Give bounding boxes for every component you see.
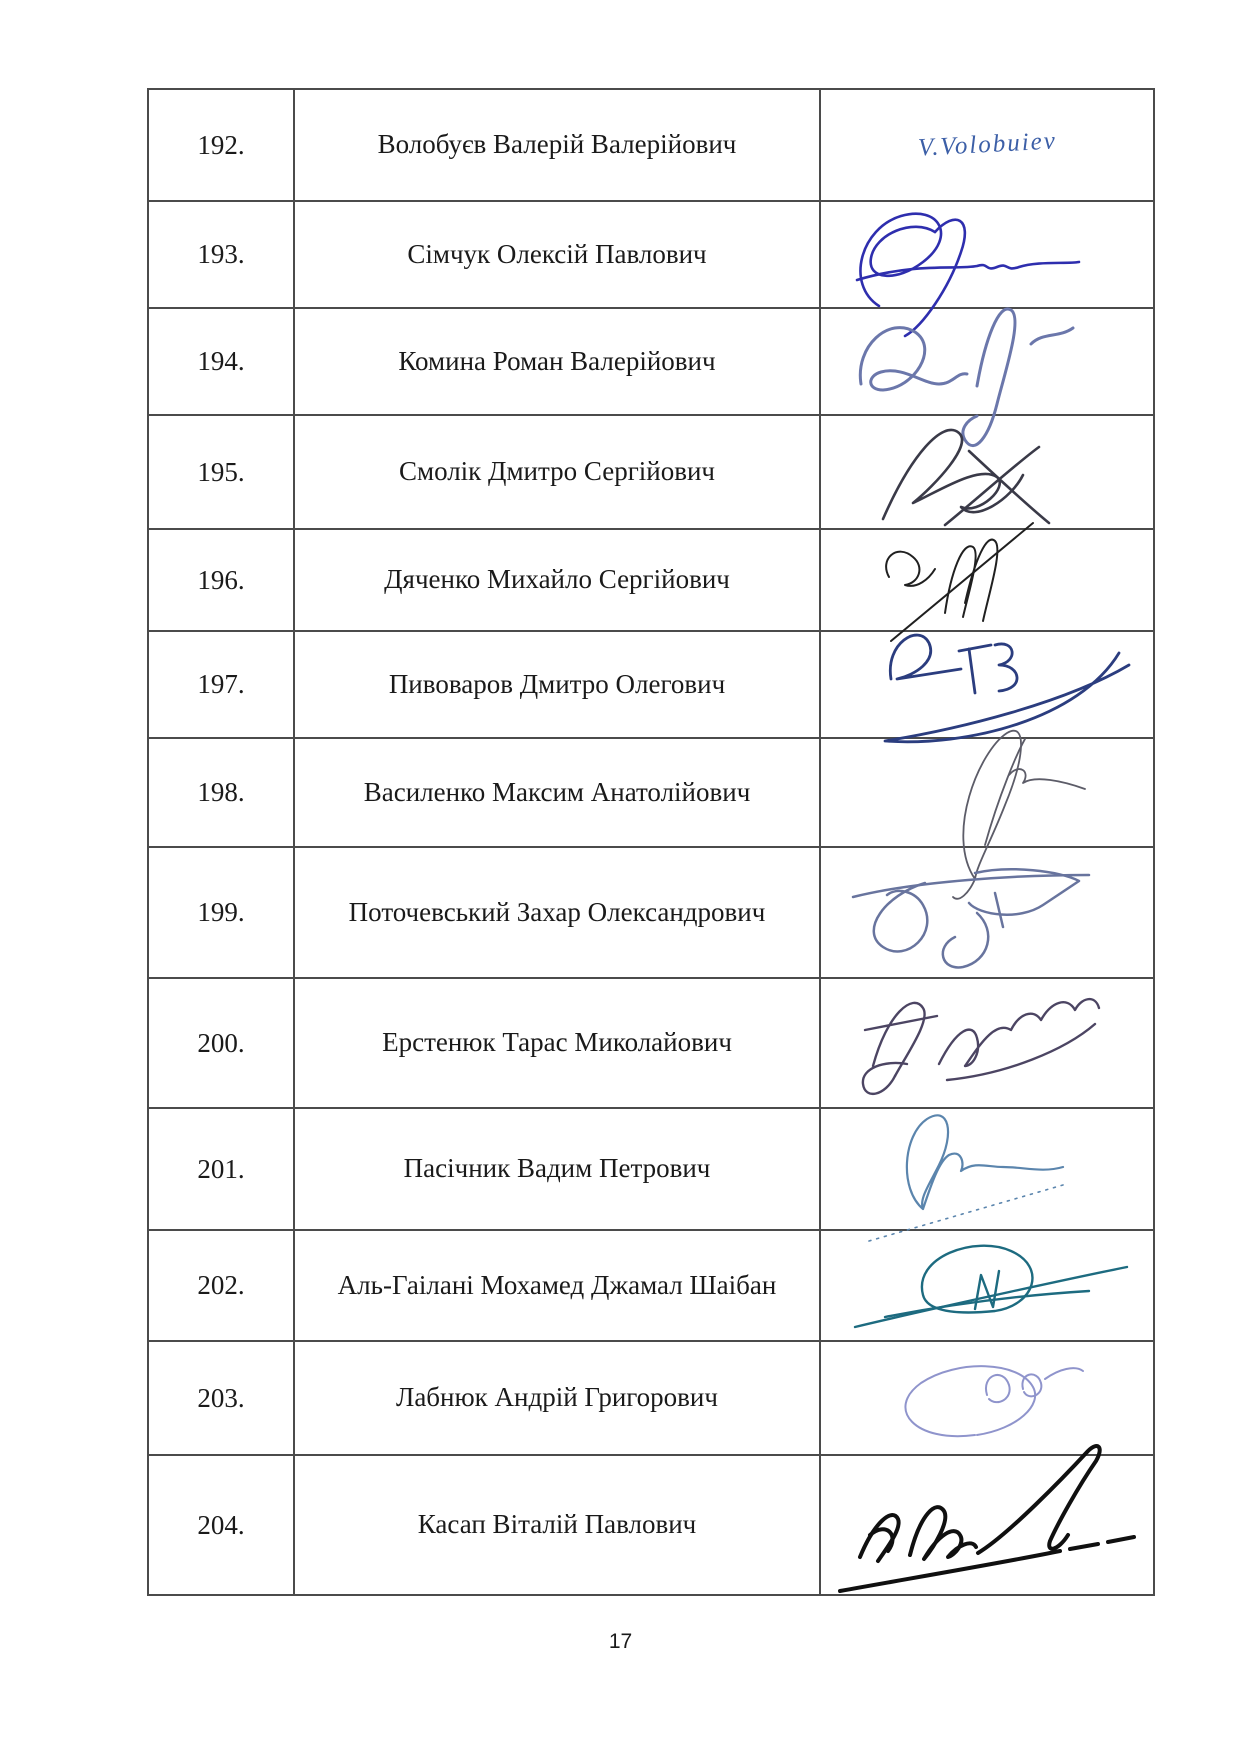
row-number: 196.: [149, 530, 295, 630]
table-row: [149, 90, 1153, 202]
row-number: 201.: [149, 1109, 295, 1229]
person-name: Комина Роман Валерійович: [295, 309, 821, 414]
person-name: Дяченко Михайло Сергійович: [295, 530, 821, 630]
person-name: Ерстенюк Тарас Миколайович: [295, 979, 821, 1107]
signature-cell: [821, 1342, 1153, 1454]
row-number: 198.: [149, 739, 295, 846]
signature-volobuiev-icon: V.Volobuiev: [916, 127, 1058, 162]
row-number: 199.: [149, 848, 295, 977]
table-row: [149, 416, 1153, 530]
row-number: 193.: [149, 202, 295, 307]
signature-cell: [821, 1456, 1153, 1594]
signature-kasap-icon: [822, 1439, 1152, 1599]
person-name: Аль-Гаілані Мохамед Джамал Шаібан: [295, 1231, 821, 1340]
page-number: 17: [608, 1630, 633, 1653]
table-row: [149, 309, 1153, 416]
row-number: 197.: [149, 632, 295, 737]
person-name: Касап Віталій Павлович: [295, 1456, 821, 1594]
signature-cell: [821, 1231, 1153, 1340]
person-name: Лабнюк Андрій Григорович: [295, 1342, 821, 1454]
table-row: [149, 848, 1153, 979]
row-number: 204.: [149, 1456, 295, 1594]
row-number: 203.: [149, 1342, 295, 1454]
table-row: [149, 1456, 1153, 1594]
person-name: Пасічник Вадим Петрович: [295, 1109, 821, 1229]
table-row: [149, 1231, 1153, 1342]
row-number: 194.: [149, 309, 295, 414]
row-number: 202.: [149, 1231, 295, 1340]
signature-cell: [821, 848, 1153, 977]
signature-table: [147, 88, 1155, 1596]
signature-cell: [821, 979, 1153, 1107]
person-name: Волобуєв Валерій Валерійович: [295, 90, 821, 200]
person-name: Василенко Максим Анатолійович: [295, 739, 821, 846]
signature-cell: [821, 739, 1153, 846]
signature-cell: [821, 416, 1153, 528]
signature-cell: [821, 1109, 1153, 1229]
person-name: Пивоваров Дмитро Олегович: [295, 632, 821, 737]
person-name: Сімчук Олексій Павлович: [295, 202, 821, 307]
signature-potochevskyi-icon: [827, 835, 1147, 990]
signature-al-hailani-icon: [827, 1221, 1147, 1351]
table-row: [149, 739, 1153, 848]
signature-cell: [821, 90, 1153, 200]
row-number: 200.: [149, 979, 295, 1107]
signature-cell: [821, 309, 1153, 414]
person-name: Поточевський Захар Олександрович: [295, 848, 821, 977]
row-number: 195.: [149, 416, 295, 528]
row-number: 192.: [149, 90, 295, 200]
person-name: Смолік Дмитро Сергійович: [295, 416, 821, 528]
table-row: [149, 1109, 1153, 1231]
